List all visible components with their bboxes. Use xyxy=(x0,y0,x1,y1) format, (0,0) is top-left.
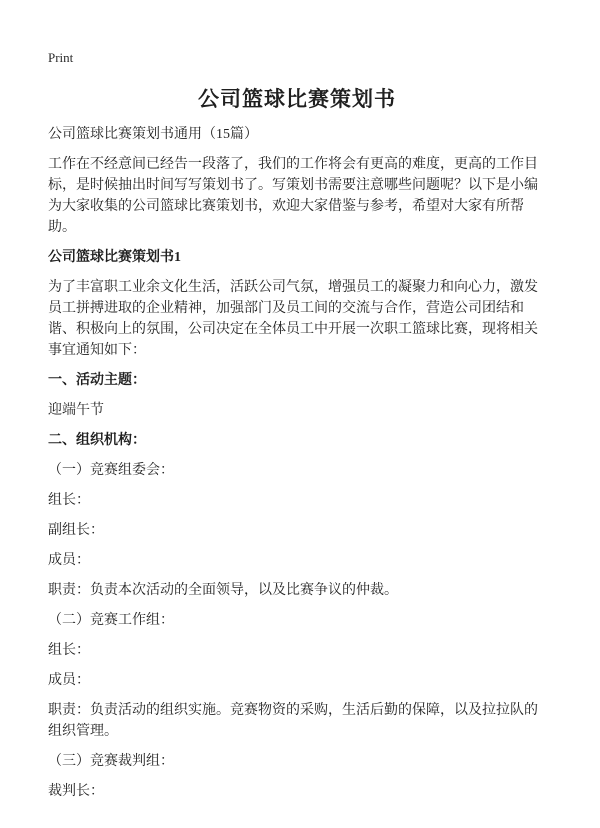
paragraph: 职责：负责本次活动的全面领导，以及比赛争议的仲裁。 xyxy=(48,583,398,598)
print-button[interactable]: Print xyxy=(48,50,74,65)
paragraph: （二）竞赛工作组： xyxy=(48,613,174,628)
paragraph: 裁判长： xyxy=(48,784,104,799)
paragraph: 成员： xyxy=(48,673,90,688)
paragraph: （三）竞赛裁判组： xyxy=(48,754,174,769)
paragraph: 迎端午节 xyxy=(48,403,104,418)
paragraph: 组长： xyxy=(48,493,90,508)
paragraph: 工作在不经意间已经告一段落了，我们的工作将会有更高的难度，更高的工作目标，是时候抽出时间写写策划书了。写策划书需要注意哪些问题呢？以下是小编为大家收集的公司篮球比赛策划书，欢迎大家借鉴与参考，希望对大家有所帮助。 xyxy=(48,157,538,235)
document-subtitle: 公司篮球比赛策划书通用（15篇） xyxy=(48,127,258,142)
paragraph: 成员： xyxy=(48,553,90,568)
section-heading: 公司篮球比赛策划书1 xyxy=(48,250,181,265)
section-heading: 二、组织机构： xyxy=(48,433,146,448)
page-title: 公司篮球比赛策划书 xyxy=(198,87,396,111)
paragraph: 组长： xyxy=(48,643,90,658)
paragraph: 职责：负责活动的组织实施。竞赛物资的采购，生活后勤的保障，以及拉拉队的组织管理。 xyxy=(48,703,538,739)
paragraph: （一）竞赛组委会： xyxy=(48,463,174,478)
paragraph: 副组长： xyxy=(48,523,104,538)
section-heading: 一、活动主题： xyxy=(48,373,146,388)
paragraph: 为了丰富职工业余文化生活，活跃公司气氛，增强员工的凝聚力和向心力，激发员工拼搏进取的企业精神，加强部门及员工间的交流与合作，营造公司团结和谐、积极向上的氛围，公司决定在全体员工中开展一次职工篮球比赛，现将相关事宜通知如下： xyxy=(48,280,538,358)
